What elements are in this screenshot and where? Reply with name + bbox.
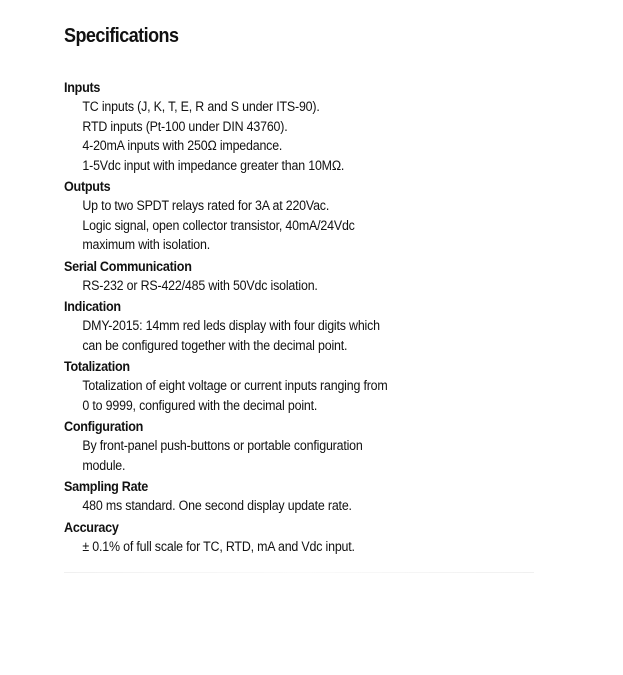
section-heading: Inputs <box>64 79 101 95</box>
spec-line: RS-232 or RS-422/485 with 50Vdc isolation. <box>82 277 318 293</box>
section-accuracy <box>64 518 544 557</box>
spec-sheet <box>64 24 544 558</box>
section-heading: Serial Communication <box>64 257 192 274</box>
spec-line: can be configured together with the decimal point. <box>82 337 348 353</box>
page-title: Specifications <box>64 25 179 47</box>
spec-line: module. <box>82 457 126 473</box>
section-sampling-rate <box>64 477 544 516</box>
section-serial-communication <box>64 257 544 296</box>
section-heading: Accuracy <box>64 518 119 535</box>
section-totalization <box>64 357 544 415</box>
spec-line: TC inputs (J, K, T, E, R and S under ITS-90). <box>82 99 320 114</box>
section-heading: Configuration <box>64 418 144 434</box>
spec-line: By front-panel push-buttons or portable configuration <box>82 438 363 453</box>
spec-line: RTD inputs (Pt-100 under DIN 43760). <box>82 118 288 134</box>
section-heading: Sampling Rate <box>64 478 149 494</box>
spec-line: 0 to 9999, configured with the decimal point. <box>82 397 318 413</box>
section-inputs <box>64 78 544 175</box>
spec-line: maximum with isolation. <box>82 237 211 252</box>
spec-line: 1-5Vdc input with impedance greater than 10MΩ. <box>82 157 345 173</box>
section-outputs <box>64 177 544 255</box>
spec-line: DMY-2015: 14mm red leds display with four digits which <box>82 318 380 333</box>
section-indication <box>64 297 544 355</box>
section-configuration <box>64 417 544 475</box>
section-heading: Indication <box>64 298 121 314</box>
spec-line: ± 0.1% of full scale for TC, RTD, mA and Vdc input. <box>82 538 355 554</box>
divider <box>64 572 534 573</box>
spec-line: Logic signal, open collector transistor, 40mA/24Vdc <box>82 217 355 233</box>
spec-line: Totalization of eight voltage or current inputs ranging from <box>82 378 388 393</box>
spec-line: 480 ms standard. One second display update rate. <box>82 498 352 513</box>
section-heading: Outputs <box>64 178 111 194</box>
spec-line: 4-20mA inputs with 250Ω impedance. <box>82 138 283 153</box>
spec-line: Up to two SPDT relays rated for 3A at 220Vac. <box>82 198 330 213</box>
section-heading: Totalization <box>64 358 130 374</box>
